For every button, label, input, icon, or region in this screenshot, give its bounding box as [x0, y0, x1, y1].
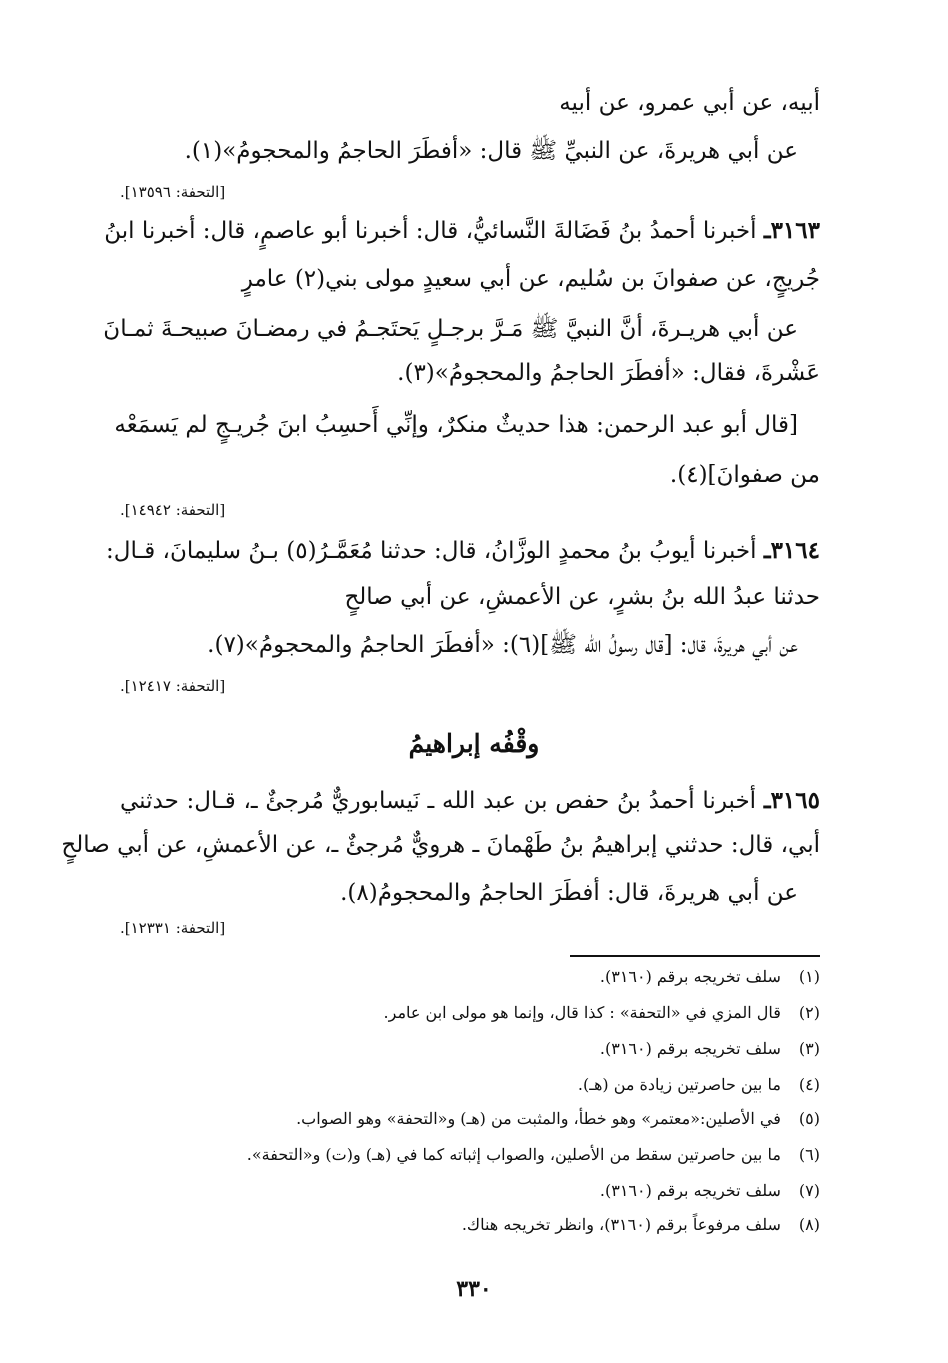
hadith-3163-line-2: جُريجٍ، عن صفوانَ بن سُليم، عن أبي سعيدٍ مولى بني(٢) عامرٍ	[241, 266, 820, 292]
footnote-number: (٤)	[798, 1075, 820, 1094]
hadith-3165-line-3: عن أبي هريرةَ، قال: أفطَرَ الحاجمُ والمحجومُ(٨).	[340, 880, 798, 906]
footnote-6	[120, 1144, 820, 1166]
footnote-text: سلف تخريجه برقم (٣١٦٠).	[599, 1039, 781, 1058]
footnote-number: (٧)	[798, 1181, 820, 1200]
footnote-number: (٦)	[798, 1145, 820, 1164]
tuhfa-ref-12417: [التحفة: ١٢٤١٧].	[120, 677, 226, 695]
footnote-1	[120, 966, 820, 988]
hadith-3165-line-1	[120, 784, 820, 818]
footnote-text: قال المزي في «التحفة» : كذا قال، وإنما هو مولى ابن عامر.	[383, 1003, 781, 1022]
hadith-3163-line-1	[104, 214, 820, 248]
hadith-3164-text-a: أخبرنا أيوبُ بنُ محمدٍ الوزَّانُ، قال: حدثنا مُعَمَّـرُ(٥) بـنُ سليمانَ، قـال:	[106, 538, 764, 564]
footnote-number: (٢)	[798, 1003, 820, 1022]
section-heading: وقْفُه إبراهيمُ	[408, 729, 540, 758]
footnote-number: (١)	[798, 967, 820, 986]
tuhfa-ref-12331: [التحفة: ١٢٣٣١].	[120, 919, 226, 937]
quote-line-2: من صفوانَ](٤).	[669, 462, 820, 488]
footnote-text: في الأصلين:«معتمر» وهو خطأ، والمثبت من (هـ) و«التحفة» وهو الصواب.	[296, 1109, 781, 1128]
footnote-8	[120, 1214, 820, 1236]
hadith-3163-line-4: عَشْرةَ، فقال: «أفطَرَ الحاجمُ والمحجومُ»(٣).	[397, 360, 820, 386]
text-line-1: أبيه، عن أبي عمرو، عن أبيه	[559, 90, 820, 116]
tuhfa-ref-13596: [التحفة: ١٣٥٩٦].	[120, 183, 226, 201]
footnote-text: ما بين حاصرتين سقط من الأصلين، والصواب إثباته كما في (هـ) و(ت) و«التحفة».	[246, 1145, 781, 1164]
hadith-3163-line-3: عن أبي هريـرةَ، أنَّ النبيَّ ﷺ مَـرَّ برجـلٍ يَحتَجـمُ في رمضـانَ صبيحـةَ ثمـانَ	[103, 316, 798, 342]
hadith-3165-line-2: أبي، قال: حدثني إبراهيمُ بنُ طَهْمانَ ـ هرويٌّ مُرجئٌ ـ، عن الأعمشِ، عن أبي صالحٍ	[61, 832, 820, 858]
hadith-3164-line-3: عن أبي هريرةَ، قال: [قال رسولُ الله ﷺ](٦): «أفطَرَ الحاجمُ والمحجومُ»(٧).	[207, 632, 798, 658]
text-line-2: عن أبي هريرةَ، عن النبيِّ ﷺ قال: «أفطَرَ الحاجمُ والمحجومُ»(١).	[184, 138, 798, 164]
tuhfa-ref-14942: [التحفة: ١٤٩٤٢].	[120, 501, 226, 519]
footnote-5	[120, 1108, 820, 1130]
hadith-number-3164: ٣١٦٤ـ	[763, 537, 820, 564]
hadith-number-3163: ٣١٦٣ـ	[763, 217, 820, 244]
quote-line-1: [قال أبو عبد الرحمن: هذا حديثٌ منكرٌ، وإنِّي أَحسِبُ ابنَ جُريـجٍ لم يَسمَعْه	[114, 412, 798, 438]
hadith-number-3165: ٣١٦٥ـ	[763, 787, 820, 814]
footnote-text: ما بين حاصرتين زيادة من (هـ).	[577, 1075, 781, 1094]
footnote-4	[120, 1074, 820, 1096]
footnote-text: سلف تخريجه برقم (٣١٦٠).	[599, 1181, 781, 1200]
page-number: ٣٣٠	[456, 1276, 492, 1302]
hadith-3165-text-a: أخبرنا أحمدُ بنُ حفص بن عبد الله ـ نَيسابوريٌّ مُرجئٌ ـ، قـال: حدثني	[120, 788, 764, 814]
hadith-3163-text-a: أخبرنا أحمدُ بنُ فَضَالةَ النَّسائيُّ، قال: أخبرنا أبو عاصمٍ، قال: أخبرنا ابنُ	[104, 218, 764, 244]
hadith-3164-line-2: حدثنا عبدُ الله بنُ بشرٍ، عن الأعمشِ، عن أبي صالحٍ	[344, 584, 820, 610]
footnote-text: سلف مرفوعاً برقم (٣١٦٠)، وانظر تخريجه هناك.	[461, 1215, 781, 1234]
hadith-3164-line-1	[106, 534, 820, 568]
footnote-2	[120, 1002, 820, 1024]
footnote-number: (٨)	[798, 1215, 820, 1234]
footnote-number: (٥)	[798, 1109, 820, 1128]
footnote-3	[120, 1038, 820, 1060]
footnote-7	[120, 1180, 820, 1202]
footnote-text: سلف تخريجه برقم (٣١٦٠).	[599, 967, 781, 986]
footnote-divider	[570, 955, 820, 957]
footnote-number: (٣)	[798, 1039, 820, 1058]
